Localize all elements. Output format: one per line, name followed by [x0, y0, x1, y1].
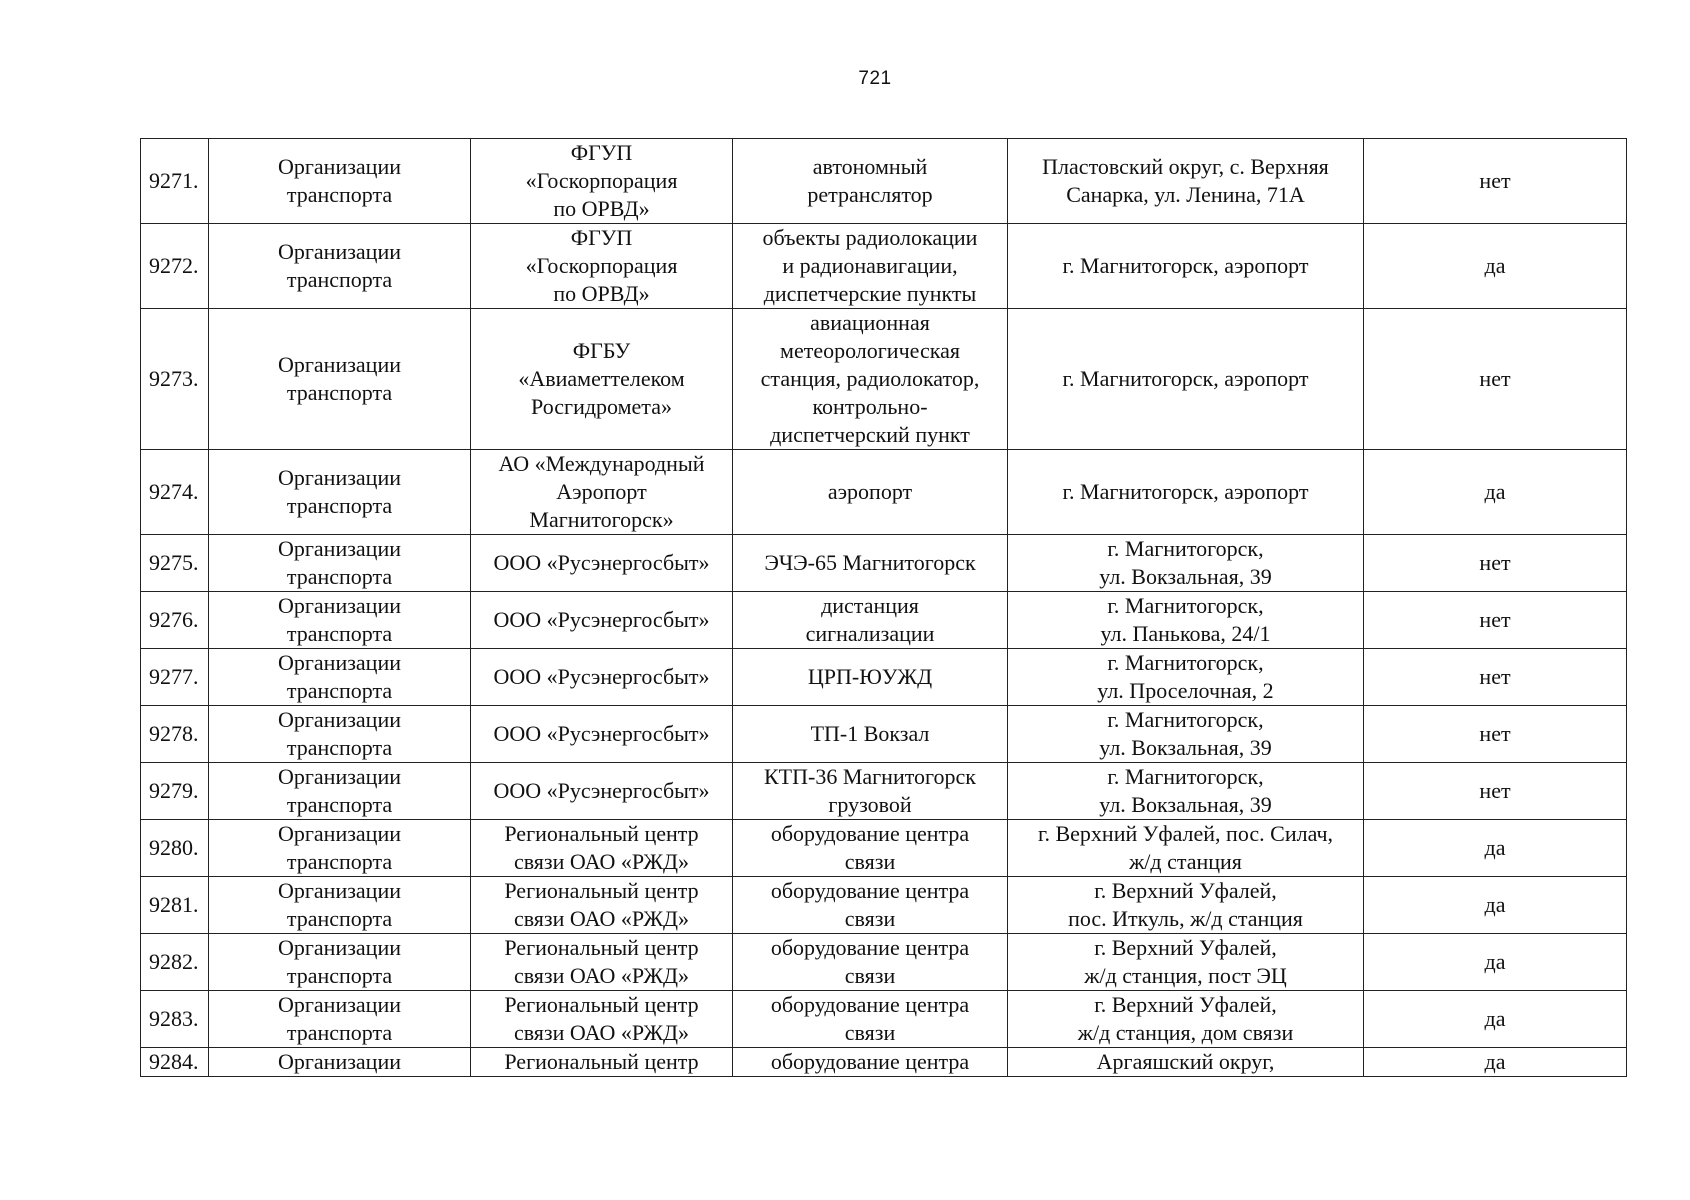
organization-cell: ФГУП «Госкорпорация по ОРВД» — [471, 139, 733, 224]
organization-cell: ООО «Русэнергосбыт» — [471, 706, 733, 763]
sector-cell: Организации транспорта — [209, 877, 471, 934]
organization-cell: Региональный центр — [471, 1048, 733, 1077]
sector-cell: Организации транспорта — [209, 450, 471, 535]
sector-cell: Организации транспорта — [209, 535, 471, 592]
sector-cell: Организации — [209, 1048, 471, 1077]
row-number: 9281. — [141, 877, 209, 934]
table-row — [141, 1048, 1627, 1077]
sector-cell: Организации транспорта — [209, 706, 471, 763]
object-cell: ТП-1 Вокзал — [733, 706, 1008, 763]
address-cell: г. Магнитогорск, ул. Панькова, 24/1 — [1008, 592, 1364, 649]
organization-cell: Региональный центр связи ОАО «РЖД» — [471, 991, 733, 1048]
registry-table — [140, 138, 1627, 1077]
table-row — [141, 706, 1627, 763]
object-cell: автономный ретранслятор — [733, 139, 1008, 224]
flag-cell: да — [1364, 224, 1627, 309]
row-number: 9282. — [141, 934, 209, 991]
address-cell: г. Магнитогорск, ул. Проселочная, 2 — [1008, 649, 1364, 706]
object-cell: аэропорт — [733, 450, 1008, 535]
organization-cell: ООО «Русэнергосбыт» — [471, 763, 733, 820]
organization-cell: Региональный центр связи ОАО «РЖД» — [471, 877, 733, 934]
table-row — [141, 224, 1627, 309]
sector-cell: Организации транспорта — [209, 139, 471, 224]
row-number: 9278. — [141, 706, 209, 763]
row-number: 9276. — [141, 592, 209, 649]
address-cell: г. Магнитогорск, аэропорт — [1008, 309, 1364, 450]
sector-cell: Организации транспорта — [209, 763, 471, 820]
organization-cell: ФГБУ «Авиаметтелеком Росгидромета» — [471, 309, 733, 450]
table-row — [141, 991, 1627, 1048]
table-row — [141, 934, 1627, 991]
object-cell: оборудование центра связи — [733, 820, 1008, 877]
address-cell: г. Магнитогорск, аэропорт — [1008, 224, 1364, 309]
address-cell: г. Верхний Уфалей, ж/д станция, пост ЭЦ — [1008, 934, 1364, 991]
object-cell: оборудование центра — [733, 1048, 1008, 1077]
sector-cell: Организации транспорта — [209, 309, 471, 450]
table-row — [141, 592, 1627, 649]
row-number: 9272. — [141, 224, 209, 309]
row-number: 9274. — [141, 450, 209, 535]
flag-cell: нет — [1364, 763, 1627, 820]
registry-table-body — [141, 139, 1627, 1077]
row-number: 9284. — [141, 1048, 209, 1077]
flag-cell: да — [1364, 820, 1627, 877]
page-number: 721 — [858, 68, 892, 89]
address-cell: Пластовский округ, с. Верхняя Санарка, ул. Ленина, 71А — [1008, 139, 1364, 224]
row-number: 9283. — [141, 991, 209, 1048]
organization-cell: ООО «Русэнергосбыт» — [471, 535, 733, 592]
address-cell: г. Верхний Уфалей, ж/д станция, дом связи — [1008, 991, 1364, 1048]
table-row — [141, 820, 1627, 877]
object-cell: авиационная метеорологическая станция, радиолокатор, контрольно- диспетчерский пункт — [733, 309, 1008, 450]
address-cell: г. Магнитогорск, аэропорт — [1008, 450, 1364, 535]
object-cell: ЭЧЭ-65 Магнитогорск — [733, 535, 1008, 592]
object-cell: оборудование центра связи — [733, 934, 1008, 991]
table-row — [141, 763, 1627, 820]
sector-cell: Организации транспорта — [209, 592, 471, 649]
organization-cell: Региональный центр связи ОАО «РЖД» — [471, 820, 733, 877]
row-number: 9271. — [141, 139, 209, 224]
flag-cell: да — [1364, 991, 1627, 1048]
table-row — [141, 877, 1627, 934]
object-cell: оборудование центра связи — [733, 991, 1008, 1048]
table-row — [141, 139, 1627, 224]
flag-cell: нет — [1364, 535, 1627, 592]
organization-cell: ФГУП «Госкорпорация по ОРВД» — [471, 224, 733, 309]
flag-cell: нет — [1364, 139, 1627, 224]
organization-cell: ООО «Русэнергосбыт» — [471, 649, 733, 706]
object-cell: ЦРП-ЮУЖД — [733, 649, 1008, 706]
table-row — [141, 649, 1627, 706]
address-cell: г. Магнитогорск, ул. Вокзальная, 39 — [1008, 763, 1364, 820]
address-cell: г. Магнитогорск, ул. Вокзальная, 39 — [1008, 706, 1364, 763]
row-number: 9273. — [141, 309, 209, 450]
row-number: 9277. — [141, 649, 209, 706]
row-number: 9279. — [141, 763, 209, 820]
address-cell: г. Верхний Уфалей, пос. Иткуль, ж/д станция — [1008, 877, 1364, 934]
row-number: 9280. — [141, 820, 209, 877]
flag-cell: да — [1364, 1048, 1627, 1077]
table-row — [141, 309, 1627, 450]
organization-cell: Региональный центр связи ОАО «РЖД» — [471, 934, 733, 991]
organization-cell: АО «Международный Аэропорт Магнитогорск» — [471, 450, 733, 535]
sector-cell: Организации транспорта — [209, 934, 471, 991]
sector-cell: Организации транспорта — [209, 820, 471, 877]
flag-cell: да — [1364, 450, 1627, 535]
address-cell: г. Верхний Уфалей, пос. Силач, ж/д станция — [1008, 820, 1364, 877]
object-cell: дистанция сигнализации — [733, 592, 1008, 649]
flag-cell: нет — [1364, 649, 1627, 706]
organization-cell: ООО «Русэнергосбыт» — [471, 592, 733, 649]
flag-cell: нет — [1364, 592, 1627, 649]
flag-cell: да — [1364, 934, 1627, 991]
flag-cell: да — [1364, 877, 1627, 934]
sector-cell: Организации транспорта — [209, 649, 471, 706]
address-cell: г. Магнитогорск, ул. Вокзальная, 39 — [1008, 535, 1364, 592]
table-row — [141, 535, 1627, 592]
object-cell: оборудование центра связи — [733, 877, 1008, 934]
row-number: 9275. — [141, 535, 209, 592]
flag-cell: нет — [1364, 706, 1627, 763]
object-cell: КТП-36 Магнитогорск грузовой — [733, 763, 1008, 820]
flag-cell: нет — [1364, 309, 1627, 450]
table-row — [141, 450, 1627, 535]
sector-cell: Организации транспорта — [209, 991, 471, 1048]
object-cell: объекты радиолокации и радионавигации, диспетчерские пункты — [733, 224, 1008, 309]
address-cell: Аргаяшский округ, — [1008, 1048, 1364, 1077]
sector-cell: Организации транспорта — [209, 224, 471, 309]
